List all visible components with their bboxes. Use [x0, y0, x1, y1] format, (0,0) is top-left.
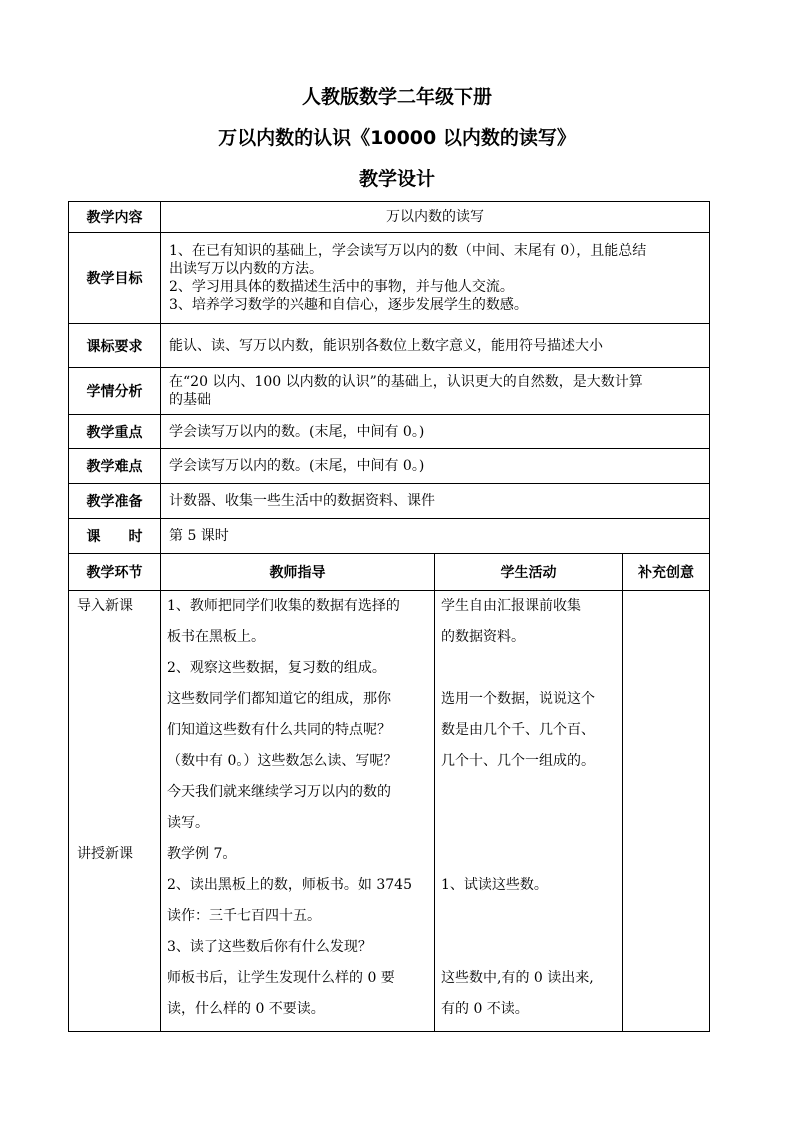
value-prep: 计数器、收集一些生活中的数据资料、课件 [161, 484, 710, 519]
row-content [69, 202, 710, 233]
student-line: 1、试读这些数。 [441, 877, 548, 893]
stage-line [75, 870, 154, 901]
teacher-line: 3、读了这些数后你有什么发现？ [167, 939, 372, 955]
label-content: 教学内容 [69, 202, 161, 233]
goal-line: 2、学习用具体的数描述生活中的事物，并与他人交流。 [169, 279, 514, 295]
value-analysis [161, 368, 710, 415]
doc-title-grade: 人教版数学二年级下册 [301, 86, 492, 108]
extra-column [623, 591, 710, 1032]
teacher-line: 教学例 7。 [167, 846, 237, 862]
student-line: 的数据资料。 [441, 629, 525, 645]
label-analysis: 学情分析 [69, 368, 161, 415]
label-goals: 教学目标 [69, 233, 161, 324]
row-process-header [69, 554, 710, 591]
stage-line [75, 715, 154, 746]
student-line [441, 839, 616, 870]
stage-line [75, 622, 154, 653]
teacher-line: 今天我们就来继续学习万以内的数的 [167, 784, 391, 800]
student-line: 几个十、几个一组成的。 [441, 753, 595, 769]
teacher-line: 这些数同学们都知道它的组成，那你 [167, 691, 391, 707]
student-line: 数是由几个千、几个百、 [441, 722, 595, 738]
analysis-line: 的基础 [169, 392, 211, 408]
header-stage: 教学环节 [69, 554, 161, 591]
student-line: 这些数中,有的 0 读出来, [441, 970, 594, 986]
teacher-line: 师板书后，让学生发现什么样的 0 要 [167, 970, 395, 986]
stage-line [75, 901, 154, 932]
lesson-plan-table [68, 201, 710, 1032]
stage-line [75, 746, 154, 777]
header-student: 学生活动 [435, 554, 623, 591]
row-goals [69, 233, 710, 324]
teacher-line: 们知道这些数有什么共同的特点呢？ [167, 722, 391, 738]
row-key [69, 415, 710, 449]
stage-line: 讲授新课 [77, 846, 133, 862]
goal-line: 3、培养学习数学的兴趣和自信心，逐步发展学生的数感。 [169, 297, 528, 313]
stage-line [75, 777, 154, 808]
stage-line [75, 653, 154, 684]
doc-title-design: 教学设计 [358, 168, 435, 190]
value-goals [161, 233, 710, 324]
teacher-line: 2、观察这些数据，复习数的组成。 [167, 660, 386, 676]
row-prep [69, 484, 710, 519]
row-process-body [69, 591, 710, 1032]
teacher-lines [161, 591, 434, 1025]
student-line [441, 777, 616, 808]
header-teacher: 教师指导 [161, 554, 435, 591]
title-block [0, 86, 794, 190]
teacher-line: 读写。 [167, 815, 209, 831]
goal-line: 1、在已有知识的基础上，学会读写万以内的数（中间、末尾有 0），且能总结 [169, 243, 647, 259]
doc-title-lesson: 万以内数的认识《10000 以内数的读写》 [218, 127, 576, 149]
student-line [441, 932, 616, 963]
label-standard: 课标要求 [69, 324, 161, 368]
stage-lines [69, 591, 160, 963]
goal-line: 出读写万以内数的方法。 [169, 261, 323, 277]
row-period [69, 519, 710, 554]
analysis-line: 在“20 以内、100 以内数的认识”的基础上，认识更大的自然数，是大数计算 [169, 374, 643, 390]
teacher-column [161, 591, 435, 1032]
student-column [435, 591, 623, 1032]
header-extra: 补充创意 [623, 554, 710, 591]
value-standard: 能认、读、写万以内数，能识别各数位上数字意义，能用符号描述大小 [161, 324, 710, 368]
row-difficulty [69, 449, 710, 484]
teacher-line: 1、教师把同学们收集的数据有选择的 [167, 598, 400, 614]
student-lines [435, 591, 622, 1025]
teacher-line: 读，什么样的 0 不要读。 [167, 1001, 325, 1017]
teacher-line: （数中有 0。）这些数怎么读、写呢？ [167, 753, 398, 769]
student-line [441, 901, 616, 932]
value-difficulty: 学会读写万以内的数。(末尾，中间有 0。) [161, 449, 710, 484]
value-key: 学会读写万以内的数。(末尾，中间有 0。) [161, 415, 710, 449]
student-line: 选用一个数据，说说这个 [441, 691, 595, 707]
label-difficulty: 教学难点 [69, 449, 161, 484]
label-prep: 教学准备 [69, 484, 161, 519]
student-line [441, 808, 616, 839]
value-period: 第 5 课时 [161, 519, 710, 554]
stage-line [75, 808, 154, 839]
stage-line: 导入新课 [77, 598, 133, 614]
stage-line [75, 932, 154, 963]
student-line [441, 653, 616, 684]
student-line: 有的 0 不读。 [441, 1001, 529, 1017]
teacher-line: 读作：三千七百四十五。 [167, 908, 321, 924]
row-standard [69, 324, 710, 368]
label-key: 教学重点 [69, 415, 161, 449]
row-analysis [69, 368, 710, 415]
value-content: 万以内数的读写 [161, 202, 710, 233]
teacher-line: 2、读出黑板上的数，师板书。如 3745 [167, 877, 412, 893]
student-line: 学生自由汇报课前收集 [441, 598, 581, 614]
teacher-line: 板书在黑板上。 [167, 629, 265, 645]
label-period: 课 时 [69, 519, 161, 554]
stage-line [75, 684, 154, 715]
stage-column [69, 591, 161, 1032]
